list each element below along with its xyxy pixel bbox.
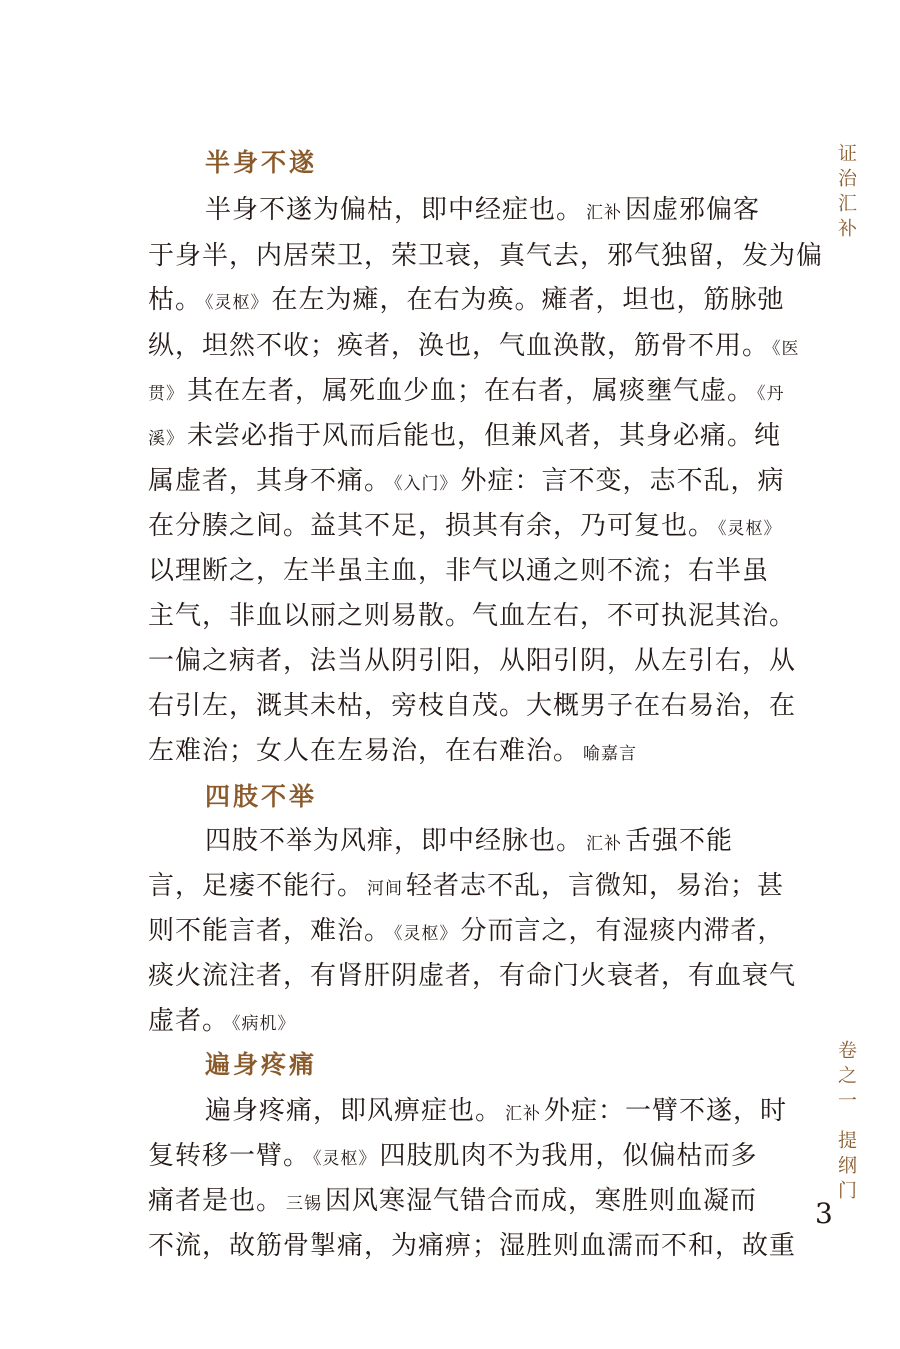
text-line xyxy=(148,640,796,677)
text-line xyxy=(148,325,803,362)
running-header-chapter: 提纲门 xyxy=(835,1130,857,1205)
text-run: 则不能言者，难治。 xyxy=(148,916,392,946)
text-line xyxy=(148,1135,758,1172)
text-run: 于身半，内居荣卫，荣卫衰，真气去，邪气独留，发为偏 xyxy=(148,241,824,271)
text-run: 主气，非血以丽之则易散。气血左右，不可执泥其治。 xyxy=(148,601,797,631)
source-note: 《灵枢》 xyxy=(313,1149,377,1169)
source-note: 汇补 xyxy=(586,834,623,854)
source-note: 河间 xyxy=(367,879,404,899)
source-note: 贯》 xyxy=(148,384,184,404)
text-run: 其在左者，属死血少血；在右者，属痰壅气虚。 xyxy=(187,376,755,406)
section-heading-2: 四肢不举 xyxy=(205,782,318,811)
source-note: 喻嘉言 xyxy=(583,744,638,764)
source-note: 三锡 xyxy=(286,1194,323,1214)
text-run: 四肢不举为风痱，即中经脉也。 xyxy=(205,826,584,856)
source-note: 《丹 xyxy=(757,384,785,404)
text-run: 左难治；女人在左易治，在右难治。 xyxy=(148,736,581,766)
text-line xyxy=(148,865,784,902)
text-line xyxy=(148,730,640,767)
running-header-section: 证治汇补 xyxy=(835,143,857,243)
text-run: 分而言之，有湿痰内滞者， xyxy=(460,916,785,946)
source-note: 《灵枢》 xyxy=(205,293,269,313)
text-run: 因虚邪偏客 xyxy=(625,195,761,225)
text-run: 在左为瘫，在右为痪。瘫者，坦也，筋脉弛 xyxy=(271,285,785,315)
text-run: 未尝必指于风而后能也，但兼风者，其身必痛。纯 xyxy=(187,421,782,451)
text-line xyxy=(148,595,796,632)
text-run: 外症：言不变，志不乱，病 xyxy=(460,466,785,496)
text-line xyxy=(205,189,760,226)
text-run: 在分腠之间。益其不足，损其有余，乃可复也。 xyxy=(148,511,716,541)
source-note: 《病机》 xyxy=(232,1014,296,1034)
text-run: 言，足痿不能行。 xyxy=(148,871,365,901)
text-run: 外症：一臂不遂，时 xyxy=(544,1096,788,1126)
text-line xyxy=(148,685,796,722)
text-run: 右引左，溉其未枯，旁枝自茂。大概男子在右易治，在 xyxy=(148,691,797,721)
text-line xyxy=(148,550,769,587)
text-run: 轻者志不乱，言微知，易治；甚 xyxy=(406,871,785,901)
running-header-volume: 卷之一 xyxy=(835,1040,857,1115)
text-line xyxy=(148,1225,796,1262)
source-note: 《灵枢》 xyxy=(394,924,458,944)
text-line xyxy=(148,415,781,452)
text-run: 虚者。 xyxy=(148,1006,230,1036)
section-heading-3: 遍身疼痛 xyxy=(205,1050,318,1079)
text-run: 枯。 xyxy=(148,285,203,315)
source-note: 汇补 xyxy=(505,1104,542,1124)
text-run: 四肢肌肉不为我用，似偏枯而多 xyxy=(379,1141,758,1171)
source-note: 《医 xyxy=(772,339,800,359)
text-run: 舌强不能 xyxy=(625,826,734,856)
text-run: 因风寒湿气错合而成，寒胜则血凝而 xyxy=(325,1186,758,1216)
text-line xyxy=(205,1090,787,1127)
text-run: 纵，坦然不收；痪者，涣也，气血涣散，筋骨不用。 xyxy=(148,331,770,361)
text-line xyxy=(148,1180,757,1217)
source-note: 汇补 xyxy=(586,203,623,223)
source-note: 溪》 xyxy=(148,429,184,449)
text-run: 痰火流注者，有肾肝阴虚者，有命门火衰者，有血衰气 xyxy=(148,961,797,991)
text-run: 遍身疼痛，即风痹症也。 xyxy=(205,1096,503,1126)
text-line xyxy=(148,955,796,992)
text-line xyxy=(148,1000,299,1037)
source-note: 《入门》 xyxy=(394,474,458,494)
text-run: 以理断之，左半虽主血，非气以通之则不流；右半虽 xyxy=(148,556,770,586)
text-line xyxy=(148,910,785,947)
text-run: 半身不遂为偏枯，即中经症也。 xyxy=(205,195,584,225)
text-run: 不流，故筋骨掣痛，为痛痹；湿胜则血濡而不和，故重 xyxy=(148,1231,797,1261)
text-run: 一偏之病者，法当从阴引阳，从阳引阴，从左引右，从 xyxy=(148,646,797,676)
source-note: 《灵枢》 xyxy=(718,519,782,539)
text-line xyxy=(148,505,785,542)
text-run: 痛者是也。 xyxy=(148,1186,284,1216)
text-line xyxy=(148,279,785,316)
page-number: 3 xyxy=(815,1197,833,1230)
text-line xyxy=(148,235,823,272)
section-heading-1: 半身不遂 xyxy=(205,148,318,177)
text-run: 属虚者，其身不痛。 xyxy=(148,466,392,496)
text-line xyxy=(148,460,785,497)
text-run: 复转移一臂。 xyxy=(148,1141,311,1171)
text-line xyxy=(148,370,788,407)
text-line xyxy=(205,820,733,857)
